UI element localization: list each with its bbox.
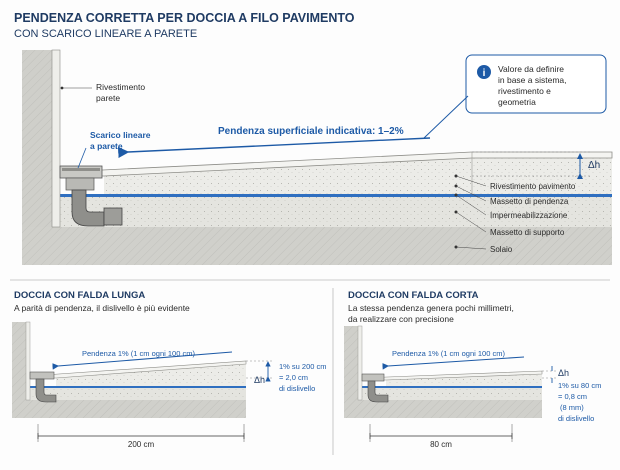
info-icon-glyph: i [482,68,486,79]
layer-label-1: Rivestimento pavimento [490,182,576,191]
info-line-1: Valore da definire [498,64,564,74]
left-panel-title: DOCCIA CON FALDA LUNGA [14,290,146,301]
wall-label-dot [61,87,64,90]
slope-arrow [128,138,430,152]
info-line-4: geometria [498,97,536,107]
info-box [424,55,606,138]
right-note-line-4: di dislivello [558,414,595,423]
left-note-line-3: di dislivello [279,384,316,393]
layer-label-4: Massetto di supporto [490,228,565,237]
wall-label-line-2: parete [96,93,121,103]
left-panel-subtitle: A parità di pendenza, il dislivello è più evidente [14,303,190,313]
page-title: PENDENZA CORRETTA PER DOCCIA A FILO PAVIMENTO [14,11,355,25]
right-panel-title: DOCCIA CON FALDA CORTA [348,290,479,301]
layer-label-5: Solaio [490,245,513,254]
page-subtitle: CON SCARICO LINEARE A PARETE [14,28,198,40]
left-note-line-2: = 2,0 cm [279,373,308,382]
wall-cladding [52,50,60,227]
right-note-line-3: (8 mm) [560,403,584,412]
right-note-line-2: = 0,8 cm [558,392,587,401]
info-line-3: rivestimento e [498,86,551,96]
left-note-line-1: 1% su 200 cm [279,362,327,371]
right-slope-arrow [388,357,524,366]
drain-label-line-2: a parete [90,141,123,151]
right-drain [362,374,384,381]
drain-label-line-1: Scarico lineare [90,130,151,140]
left-dh-label: Δh [254,375,266,385]
right-panel-subtitle-2: da realizzare con precisione [348,314,454,324]
info-line-2: in base a sistema, [498,75,567,85]
layer-label-2: Massetto di pendenza [490,197,569,206]
dh-label: Δh [588,160,601,171]
wall-hatch [22,50,52,227]
right-note-line-1: 1% su 80 cm [558,381,602,390]
info-pointer [424,96,468,138]
right-dimension-label: 80 cm [430,440,452,449]
right-slope-label: Pendenza 1% (1 cm ogni 100 cm) [392,349,505,358]
left-panel [12,290,327,449]
layer-label-3: Impermeabilizzazione [490,211,568,220]
main-section [22,50,612,265]
slope-label: Pendenza superficiale indicativa: 1–2% [218,126,404,137]
wall-label-line-1: Rivestimento [96,82,146,92]
left-dimension-label: 200 cm [127,440,155,449]
right-panel [344,290,601,449]
right-panel-subtitle-1: La stessa pendenza genera pochi millimetri, [348,303,514,313]
left-drain [30,372,54,379]
drain-label-leader [78,148,86,168]
left-slope-label: Pendenza 1% (1 cm ogni 100 cm) [82,349,195,358]
right-dh-label: Δh [558,368,570,378]
